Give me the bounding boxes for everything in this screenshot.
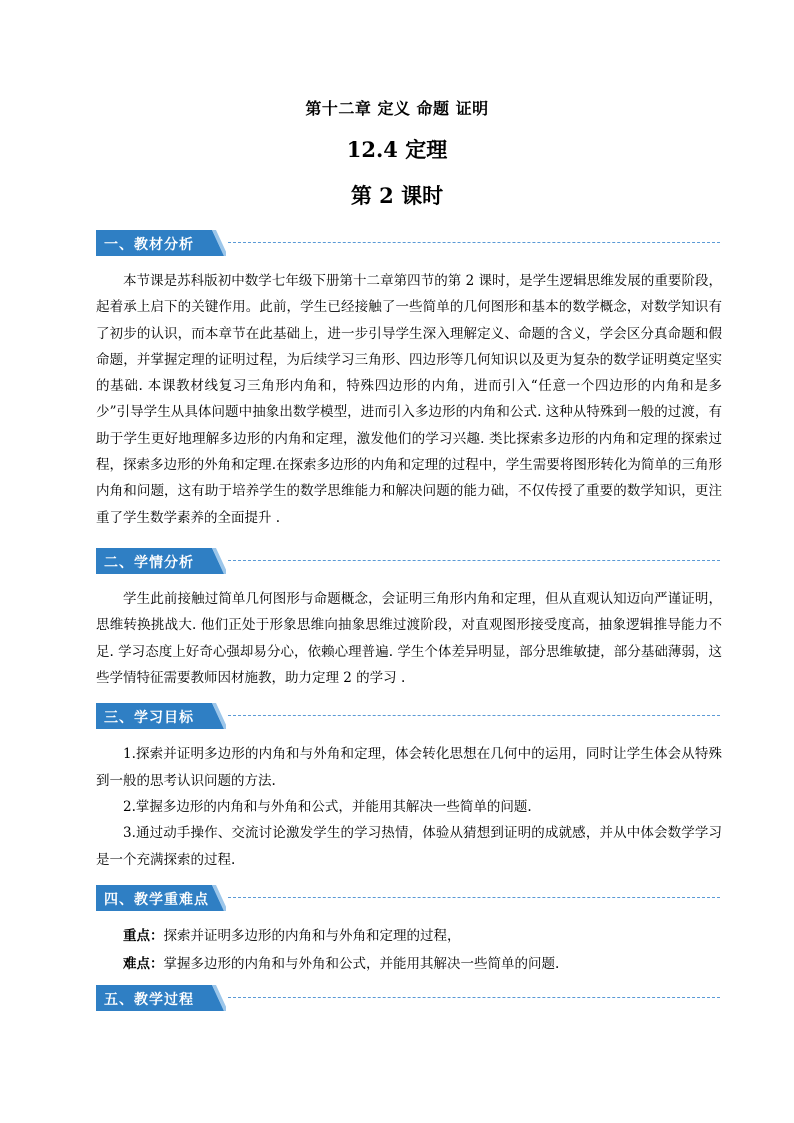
section-label: 一、教材分析	[104, 237, 194, 253]
section-label: 三、学习目标	[104, 710, 194, 726]
dashed-divider	[228, 897, 720, 898]
dashed-divider	[228, 242, 720, 243]
section-label: 二、学情分析	[104, 555, 194, 571]
student-analysis-paragraph: 学生此前接触过简单几何图形与命题概念，会证明三角形内角和定理，但从直观认知迈向严谨证明，思维转换挑战大. 他们正处于形象思维向抽象思维过渡阶段，对直观图形接受度高，抽象逻辑推导能力不足. 学习态度上好奇心强却易分心，依赖心理普遍. 学生个体差异明显，部分思维敏捷，部分基础薄弱，这些学情特征需要教师因材施教，助力定理 2 的学习 .	[96, 591, 722, 686]
dashed-divider	[228, 997, 720, 998]
difficult-point-label: 难点：	[123, 956, 164, 972]
chapter-title: 第十二章 定义 命题 证明	[305, 99, 489, 118]
key-point-row	[96, 923, 722, 949]
section-header-student-analysis	[96, 548, 720, 578]
section-header-key-difficult-points	[96, 885, 720, 915]
dashed-divider	[228, 715, 720, 716]
section-label: 四、教学重难点	[104, 892, 209, 908]
difficult-point-row	[96, 951, 722, 977]
lesson-title: 12.4 定理	[346, 137, 448, 162]
textbook-analysis-paragraph: 本节课是苏科版初中数学七年级下册第十二章第四节的第 2 课时，是学生逻辑思维发展的重要阶段，起着承上启下的关键作用。此前，学生已经接触了一些简单的几何图形和基本的数学概念，对数学知识有了初步的认识，而本章节在此基础上，进一步引导学生深入理解定义、命题的含义，学会区分真命题和假命题，并掌握定理的证明过程，为后续学习三角形、四边形等几何知识以及更为复杂的数学证明奠定坚实的基础. 本课教材线复习三角形内角和，特殊四边形的内角，进而引入“任意一个四边形的内角和是多少”引导学生从具体问题中抽象出数学模型，进而引入多边形的内角和公式. 这种从特殊到一般的过渡，有助于学生更好地理解多边形的内角和定理，激发他们的学习兴趣. 类比探索多边形的内角和定理的探索过程，探索多边形的外角和定理.在探索多边形的内角和定理的过程中，学生需要将图形转化为简单的三角形内角和问题，这有助于培养学生的数学思维能力和解决问题的能力础，不仅传授了重要的数学知识，更注重了学生数学素养的全面提升 .	[96, 273, 722, 526]
section-header-teaching-process	[96, 985, 720, 1015]
difficult-point-text: 掌握多边形的内角和与外角和公式，并能用其解决一些简单的问题.	[163, 956, 560, 972]
objective-item: 3.通过动手操作、交流讨论激发学生的学习热情，体验从猜想到证明的成就感，并从中体会数学学习是一个充满探索的过程.	[96, 825, 722, 868]
objective-item: 1.探索并证明多边形的内角和与外角和定理，体会转化思想在几何中的运用，同时让学生体会从特殊到一般的思考认识问题的方法.	[96, 746, 722, 789]
section-header-learning-objectives	[96, 703, 720, 733]
section-label: 五、教学过程	[104, 992, 194, 1008]
key-point-label: 重点：	[123, 928, 164, 944]
objective-item: 2.掌握多边形的内角和与外角和公式，并能用其解决一些简单的问题.	[123, 799, 532, 815]
section-header-textbook-analysis	[96, 230, 720, 260]
key-point-text: 探索并证明多边形的内角和与外角和定理的过程，	[163, 928, 461, 944]
dashed-divider	[228, 560, 720, 561]
lesson-period: 第 2 课时	[350, 183, 444, 208]
